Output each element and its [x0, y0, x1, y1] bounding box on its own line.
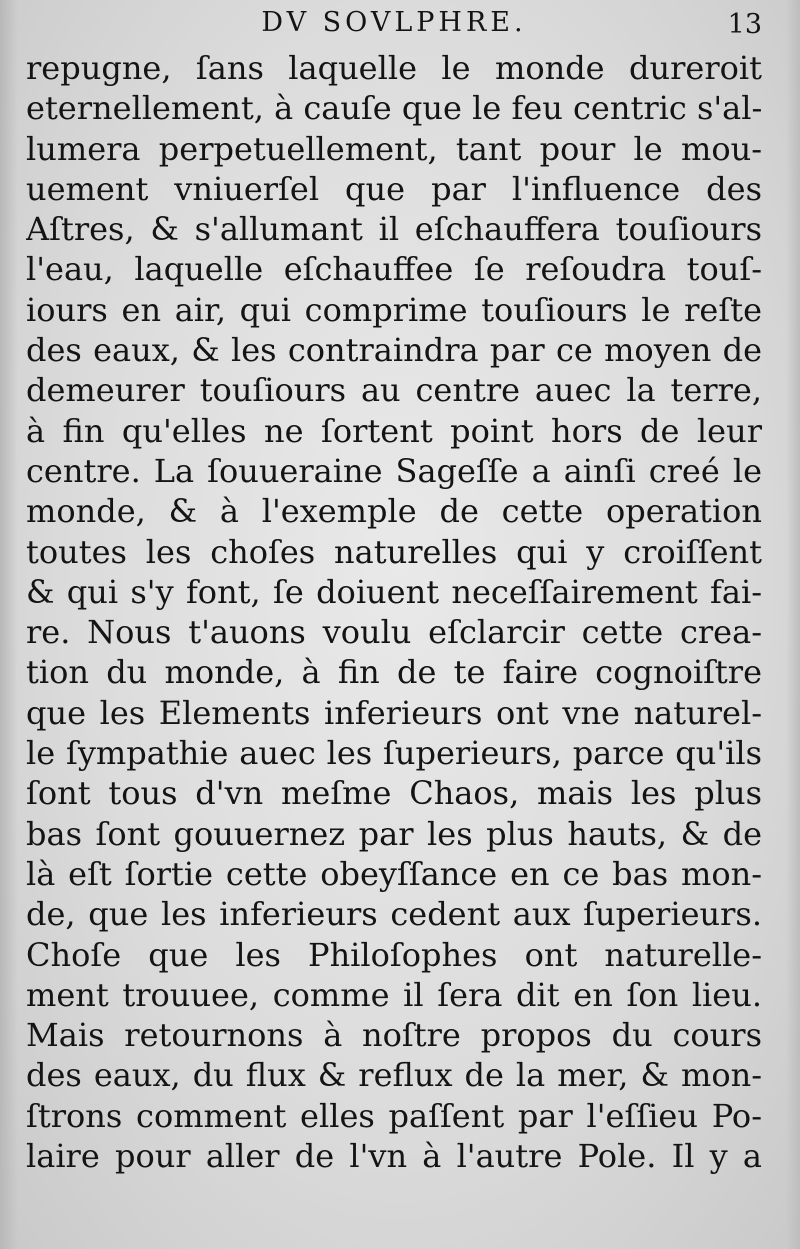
text-line: bas ſont gouuernez par les plus hauts, & de [26, 814, 762, 853]
text-line: demeurer touſiours au centre auec la terre, [26, 371, 762, 410]
text-line: ment trouuee, comme il ſera dit en ſon lieu. [26, 975, 762, 1014]
page-header [26, 6, 762, 46]
text-line: repugne, ſans laquelle le monde dureroit [26, 49, 762, 87]
text-line: Choſe que les Philoſophes ont naturelle- [26, 935, 762, 974]
body-text [26, 48, 762, 1176]
text-line: uement vniuerſel que par l'influence des [26, 169, 762, 208]
running-title: DV SOVLPHRE. [261, 7, 527, 38]
text-line: lumera perpetuellement, tant pour le mou- [26, 129, 762, 168]
text-line: l'eau, laquelle eſchauffee ſe reſoudra touſ- [26, 250, 762, 289]
text-line: des eaux, & les contraindra par ce moyen de [26, 331, 762, 370]
text-line: ſont tous d'vn meſme Chaos, mais les plus [26, 774, 762, 813]
text-line: des eaux, du flux & reflux de la mer, & mon- [26, 1056, 762, 1095]
text-line: toutes les choſes naturelles qui y croiſſent [26, 532, 762, 571]
text-line: à fin qu'elles ne ſortent point hors de leur [26, 411, 762, 450]
text-line: re. Nous t'auons voulu eſclarcir cette crea- [26, 613, 762, 652]
text-line: monde, & à l'exemple de cette operation [26, 492, 762, 531]
text-line: Mais retournons à noſtre propos du cours [26, 1016, 762, 1055]
text-line: & qui s'y font, ſe doiuent neceſſairement fai- [26, 572, 762, 611]
text-line: laire pour aller de l'vn à l'autre Pole. Il y a [26, 1137, 762, 1176]
text-line: tion du monde, à fin de te faire cognoiſtre [26, 653, 762, 692]
text-line: iours en air, qui comprime touſiours le reſte [26, 290, 762, 329]
text-line: de, que les inferieurs cedent aux ſuperieurs. [26, 895, 762, 934]
text-line: Aſtres, & s'allumant il eſchauffera touſiours [26, 210, 762, 249]
text-line: centre. La ſouueraine Sageſſe a ainſi creé le [26, 451, 762, 490]
text-line: que les Elements inferieurs ont vne naturel- [26, 693, 762, 732]
text-line: ſtrons comment elles paſſent par l'eſſieu Po- [26, 1096, 762, 1135]
text-line: là eſt ſortie cette obeyſſance en ce bas mon- [26, 854, 762, 893]
text-line: le ſympathie auec les ſuperieurs, parce qu'ils [26, 734, 762, 773]
page-number: 13 [727, 9, 762, 40]
text-line: eternellement, à cauſe que le feu centric s'al- [26, 89, 762, 128]
